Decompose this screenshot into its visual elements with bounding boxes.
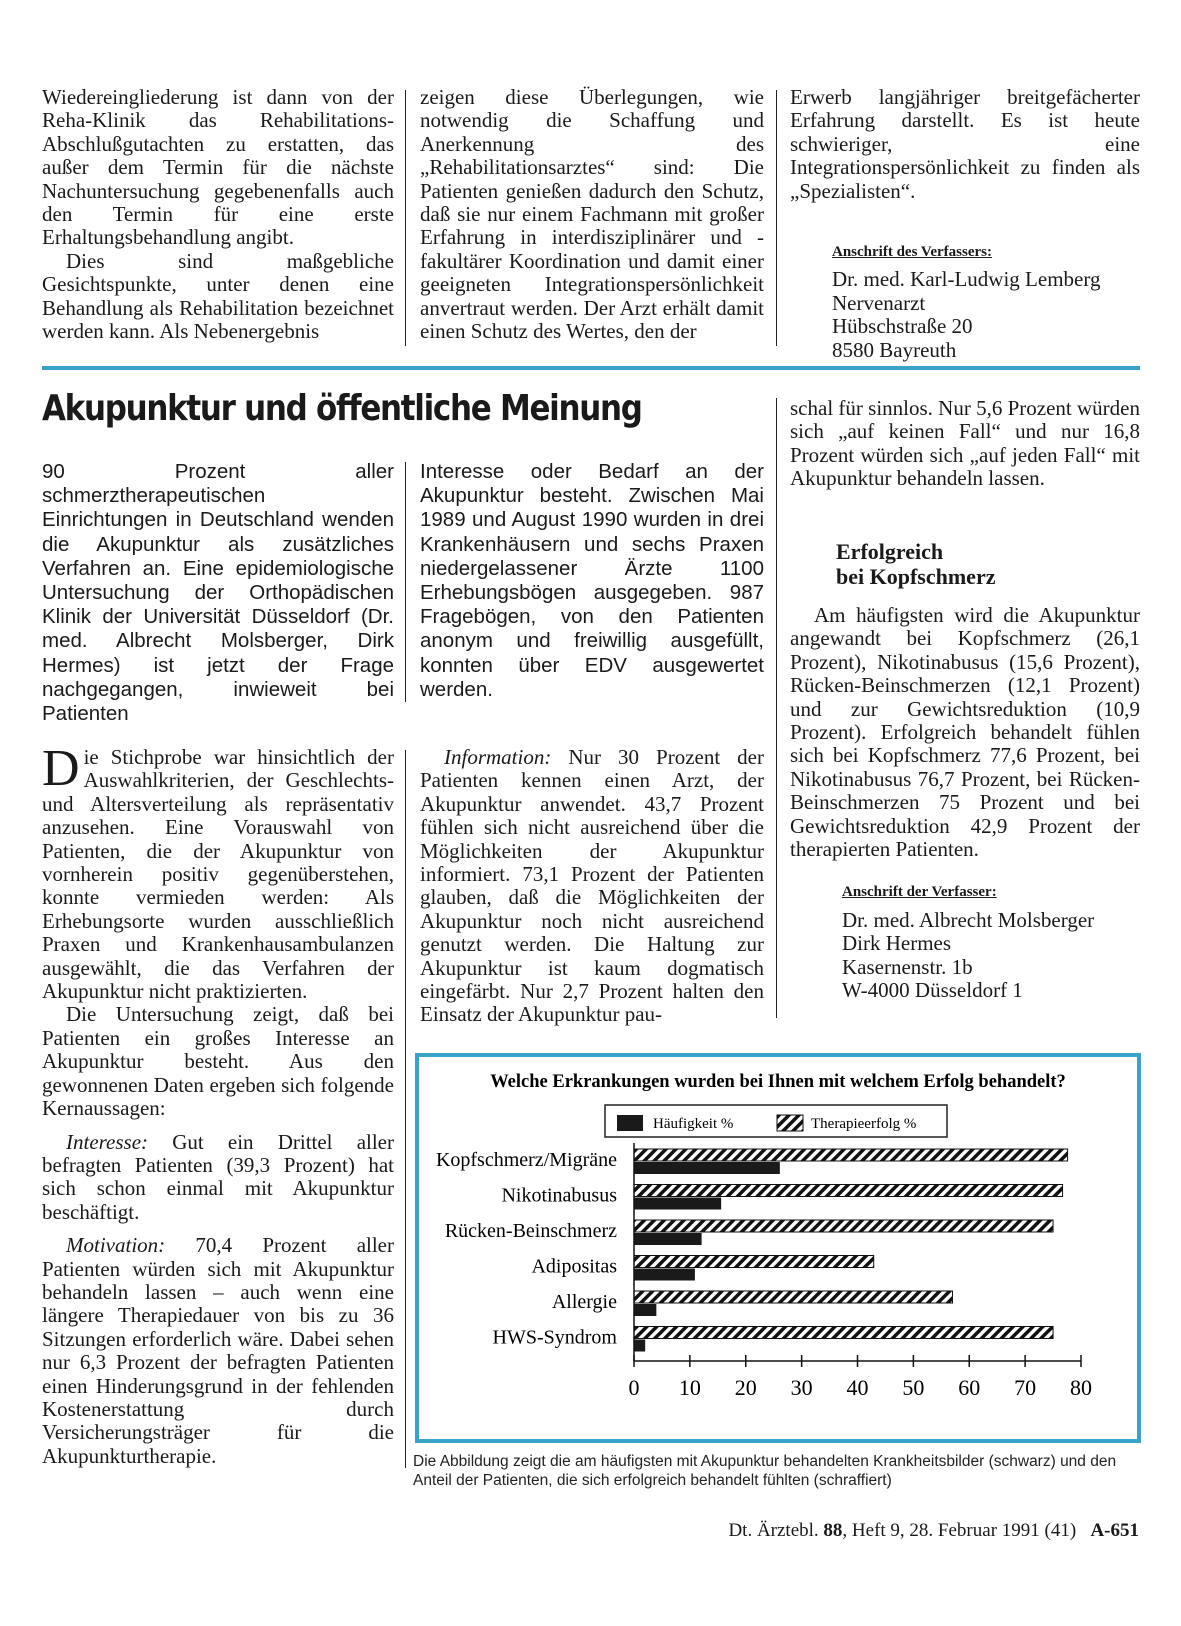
body-col2-p1 xyxy=(420,746,764,1027)
address-label: Anschrift des Verfassers: xyxy=(832,244,992,261)
bar-therapieerfolg xyxy=(634,1327,1053,1339)
legend-swatch-therapieerfolg xyxy=(777,1115,803,1131)
bar-haeufigkeit xyxy=(634,1162,780,1174)
address-line: Hübschstraße 20 xyxy=(832,314,973,339)
column-divider xyxy=(405,750,406,1468)
journal-volume: 88 xyxy=(823,1520,843,1541)
body-p4 xyxy=(42,1234,394,1468)
drop-cap: D xyxy=(42,740,80,797)
x-tick-label: 80 xyxy=(1070,1375,1092,1400)
label-interesse: Interesse: xyxy=(66,1129,149,1154)
legend-swatch-haeufigkeit xyxy=(617,1115,643,1131)
lead-text-1: 90 Prozent aller schmerztherapeutischen Einrichtungen in Deutschland wenden die Akupunktur als zusätzliches Verfahren an. Eine epidemiologische Untersuchung der Orthopädischen Klinik der Universität Düsseldorf (Dr. med. Albrecht Molsberger, Dirk Hermes) ist jetzt der Frage nachgegangen, inwieweit bei Patienten xyxy=(42,460,394,726)
x-tick-label: 60 xyxy=(958,1375,981,1400)
column-divider xyxy=(405,462,406,702)
category-label: Kopfschmerz/Migräne xyxy=(435,1149,617,1171)
column-divider xyxy=(776,90,777,346)
author-address-2 xyxy=(842,881,1140,1002)
x-tick-label: 50 xyxy=(902,1375,925,1400)
address-line: 8580 Bayreuth xyxy=(832,337,957,362)
body-col-2 xyxy=(420,746,764,1027)
body-col-1 xyxy=(42,740,394,1468)
address-line: Dr. med. Karl-Ludwig Lemberg xyxy=(832,267,1101,292)
chart-x-axis xyxy=(629,1143,1093,1400)
bar-therapieerfolg xyxy=(634,1149,1068,1161)
category-label: HWS-Syndrom xyxy=(492,1326,617,1349)
column-divider xyxy=(405,90,406,346)
body-p2: Die Untersuchung zeigt, daß bei Patienten ein großes Interesse an Akupunktur besteht. Aus den gewonnenen Daten ergeben sich folgende Kernaussagen: xyxy=(42,1002,394,1121)
top-col-3-p1: Erwerb langjähriger breitgefächerter Erfahrung darstellt. Es ist heute schwieriger, eine Integrationspersönlichkeit zu finden als „Spezialisten“. xyxy=(790,85,1140,203)
x-tick-label: 0 xyxy=(628,1375,640,1400)
category-label: Allergie xyxy=(551,1291,617,1313)
journal-name: Dt. Ärztebl. xyxy=(728,1520,824,1541)
top-col-3 xyxy=(790,86,1140,362)
x-tick-label: 20 xyxy=(734,1375,757,1400)
figure-caption: Die Abbildung zeigt die am häufigsten mit Akupunktur behandelten Krankheitsbilder (schwarz) und den Anteil der Patienten, die sich erfolgreich behandelt fühlten (schraffiert) xyxy=(413,1453,1117,1489)
bar-haeufigkeit xyxy=(634,1269,695,1281)
section-divider xyxy=(42,366,1140,370)
body-p4-text: 70,4 Prozent aller Patienten würden sich mit Akupunktur behandeln lassen – auch wenn eine längere Therapiedauer von bis zu 36 Sitzungen erforderlich wäre. Dabei sehen nur 6,3 Prozent der befragten Patienten einen Hinderungsgrund in der fehlenden Kostenerstattung durch Versicherungsträger für die Akupunkturtherapie. xyxy=(42,1233,394,1468)
body-col2-p1-text: Nur 30 Prozent der Patienten kennen einen Arzt, der Akupunktur anwendet. 43,7 Prozent fühlen sich nicht ausreichend über die Möglichkeiten der Akupunktur informiert. 73,1 Prozent der Patienten glauben, daß die Möglichkeiten der Akupunktur noch nicht ausreichend genutzt werden. Die Haltung zur Akupunktur ist kaum dogmatisch eingefärbt. Nur 2,7 Prozent halten den Einsatz der Akupunktur pau- xyxy=(420,745,764,1027)
bar-therapieerfolg xyxy=(634,1291,952,1303)
x-tick-label: 40 xyxy=(846,1375,869,1400)
bar-haeufigkeit xyxy=(634,1233,702,1245)
top-col-1 xyxy=(42,86,394,343)
category-label: Rücken-Beinschmerz xyxy=(444,1220,617,1242)
subheading xyxy=(836,539,995,589)
address-line: Kasernenstr. 1b xyxy=(842,954,973,979)
body-p1 xyxy=(42,740,394,1004)
article-headline: Akupunktur und öffentliche Meinung xyxy=(42,388,642,429)
category-label: Adipositas xyxy=(531,1255,617,1278)
address-line: Nervenarzt xyxy=(832,290,926,315)
address-line: Dr. med. Albrecht Molsberger xyxy=(842,907,1095,932)
bar-therapieerfolg xyxy=(634,1220,1053,1232)
column-divider xyxy=(776,398,777,1018)
chart-frame xyxy=(415,1053,1141,1443)
label-motivation: Motivation: xyxy=(66,1233,166,1258)
issue-info: , Heft 9, 28. Februar 1991 (41) xyxy=(842,1520,1077,1541)
top-col-1-p1: Wiedereingliederung ist dann von der Reha-Klinik das Rehabilitations-Abschlußgutachten zu erstatten, das außer dem Termin für die nächste Nachuntersuchung gegebenenfalls auch den Termin für eine erste Erhaltungsbehandlung angibt. xyxy=(42,85,394,250)
bar-therapieerfolg xyxy=(634,1256,874,1268)
chart-title: Welche Erkrankungen wurden bei Ihnen mit welchem Erfolg behandelt? xyxy=(490,1072,1066,1092)
top-col-1-p2: Dies sind maßgebliche Gesichtspunkte, unter denen eine Behandlung als Rehabilitation bezeichnet werden kann. Als Nebenergebnis xyxy=(42,248,394,344)
lead-text-2: Interesse oder Bedarf an der Akupunktur besteht. Zwischen Mai 1989 und August 1990 wurden in drei Krankenhäusern und sechs Praxen niedergelassener Ärzte 1100 Erhebungsbögen ausgegeben. 987 Fragebögen, von den Patienten anonym und freiwillig ausgefüllt, konnten über EDV ausgewertet werden. xyxy=(420,460,764,701)
lead-col-1 xyxy=(42,460,394,726)
bar-chart xyxy=(419,1057,1137,1439)
chart-bars xyxy=(436,1149,1068,1352)
x-tick-label: 30 xyxy=(790,1375,813,1400)
author-address-1 xyxy=(832,241,1140,362)
x-tick-label: 70 xyxy=(1014,1375,1037,1400)
bar-haeufigkeit xyxy=(634,1304,656,1316)
body-p3 xyxy=(42,1131,394,1225)
page-footer xyxy=(728,1520,1139,1542)
page-number: A-651 xyxy=(1090,1520,1139,1541)
body-p1-text: ie Stichprobe war hinsichtlich der Auswahlkriterien, der Geschlechts- und Altersverteilung als repräsentativ anzusehen. Eine Vorauswahl von Patienten, die der Akupunktur von vornherein positiv gegenüberstehen, konnte vermieden werden: Als Erhebungsorte wurden ausschließlich Praxen und Krankenhausambulanzen ausgewählt, die das Verfahren der Akupunktur nicht praktizierten. xyxy=(42,745,394,1004)
body-p3-text: Gut ein Drittel aller befragten Patienten (39,3 Prozent) hat sich schon einmal mit Akupunktur beschäftigt. xyxy=(42,1129,394,1224)
body-col3-p2: Am häufigsten wird die Akupunktur angewandt bei Kopfschmerz (26,1 Prozent), Nikotinabusus (15,6 Prozent), Rücken-Beinschmerzen (12,1 Prozent) und zur Gewichtsreduktion (10,9 Prozent). Erfolgreich behandelt fühlen sich bei Kopfschmerz 77,6 Prozent, bei Nikotinabusus 76,7 Prozent, bei Rücken-Beinschmerzen 75 Prozent und bei Gewichtsreduktion 42,9 Prozent der therapierten Patienten. xyxy=(790,603,1140,862)
chart-legend xyxy=(605,1105,947,1137)
bar-haeufigkeit xyxy=(634,1198,721,1210)
subheading-line-1: Erfolgreich xyxy=(836,539,944,564)
legend-label-haeufigkeit: Häufigkeit % xyxy=(653,1116,734,1132)
bar-haeufigkeit xyxy=(634,1340,645,1352)
body-col3-p1: schal für sinnlos. Nur 5,6 Prozent würden sich „auf keinen Fall“ und nur 16,8 Prozent würden sich „auf jeden Fall“ mit Akupunktur behandeln lassen. xyxy=(790,396,1140,491)
x-tick-label: 10 xyxy=(678,1375,701,1400)
bar-therapieerfolg xyxy=(634,1185,1063,1197)
address-line: W-4000 Düsseldorf 1 xyxy=(842,978,1023,1003)
top-col-2-p1: zeigen diese Überlegungen, wie notwendig die Schaffung und Anerkennung des „Rehabilitationsarztes“ sind: Die Patienten genießen dadurch den Schutz, daß sie nur einem Fachmann mit großer Erfahrung in interdisziplinärer und -fakultärer Koordination und damit einer geeigneten Integrationspersönlichkeit anvertraut werden. Der Arzt erhält damit einen Schutz des Wertes, den der xyxy=(420,85,764,344)
top-col-2 xyxy=(420,86,764,343)
subheading-line-2: bei Kopfschmerz xyxy=(836,564,996,589)
legend-label-therapieerfolg: Therapieerfolg % xyxy=(811,1116,917,1132)
lead-col-2 xyxy=(420,460,764,702)
body-col-3b xyxy=(790,604,1140,1003)
label-information: Information: xyxy=(444,745,552,769)
address-label: Anschrift der Verfasser: xyxy=(842,884,997,901)
body-col-3 xyxy=(790,397,1140,491)
category-label: Nikotinabusus xyxy=(501,1184,617,1207)
address-line: Dirk Hermes xyxy=(842,931,952,956)
